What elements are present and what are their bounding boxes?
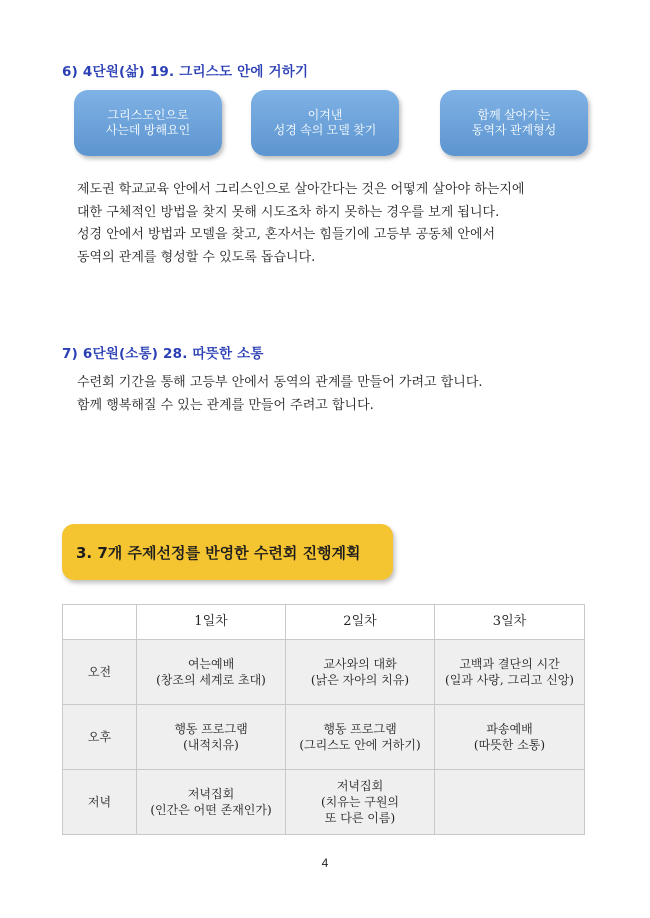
table-cell (286, 705, 435, 770)
paragraph-line: 수련회 기간을 통해 고등부 안에서 동역의 관계를 만들어 가려고 합니다. (77, 375, 483, 390)
cell-line: 교사와의 대화 (323, 657, 397, 671)
table-cell (286, 640, 435, 705)
paragraph-line: 성경 안에서 방법과 모델을 찾고, 혼자서는 힘들기에 고등부 공동체 안에서 (77, 227, 496, 242)
cell-line: 행동 프로그램 (174, 722, 248, 736)
cell-line: (낡은 자아의 치유) (310, 673, 410, 687)
table-cell (137, 640, 286, 705)
table-cell (137, 770, 286, 835)
topic-pill-partnership (440, 90, 588, 156)
header-cell-day2: 2일차 (286, 605, 435, 640)
cell-line: 행동 프로그램 (323, 722, 397, 736)
cell-line: 여는예배 (187, 657, 235, 671)
pill-line: 사는데 방해요인 (105, 123, 191, 137)
pill-line: 그리스도인으로 (107, 108, 189, 122)
header-cell-blank (63, 605, 137, 640)
cell-line: (그리스도 안에 거하기) (299, 738, 421, 752)
cell-line: (내적치유) (183, 738, 239, 752)
cell-line: (창조의 세계로 초대) (156, 673, 266, 687)
table-cell (435, 640, 585, 705)
cell-line: 저녁집회 (187, 787, 235, 801)
row-label-evening: 저녁 (63, 770, 137, 835)
paragraph-line: 제도권 학교교육 안에서 그리스인으로 살아간다는 것은 어떻게 살아야 하는지에 (77, 182, 525, 197)
paragraph-line: 동역의 관계를 형성할 수 있도록 돕습니다. (77, 249, 316, 265)
cell-line: (따뜻한 소통) (473, 738, 546, 752)
section-7-paragraph (77, 372, 483, 417)
pill-line: 동역자 관계형성 (471, 123, 557, 137)
cell-line: 파송예배 (486, 722, 533, 736)
table-cell-empty (435, 770, 585, 835)
section-7-heading: 7) 6단원(소통) 28. 따뜻한 소통 (62, 346, 264, 362)
section-6-heading: 6) 4단원(삶) 19. 그리스도 안에 거하기 (62, 64, 309, 80)
table-row-evening (63, 770, 585, 835)
table-cell (435, 705, 585, 770)
section-3-title: 3. 7개 주제선정를 반영한 수련회 진행계획 (76, 543, 361, 562)
section-3-banner (62, 524, 393, 580)
section-6-paragraph (77, 179, 524, 269)
cell-line: (치유는 구원의 (320, 795, 400, 809)
paragraph-line: 대한 구체적인 방법을 찾지 못해 시도조차 하지 못하는 경우를 보게 됩니다. (77, 204, 500, 220)
pill-line: 함께 살아가는 (477, 108, 551, 122)
topic-pill-obstacles (74, 90, 222, 156)
row-label-afternoon: 오후 (63, 705, 137, 770)
pill-line: 성경 속의 모델 찾기 (273, 123, 377, 137)
header-cell-day1: 1일차 (137, 605, 286, 640)
topic-pill-row (0, 90, 650, 158)
page-number: 4 (321, 856, 329, 870)
cell-line: (일과 사랑, 그리고 신앙) (445, 673, 574, 687)
table-row-morning (63, 640, 585, 705)
paragraph-line: 함께 행복해질 수 있는 관계를 만들어 주려고 합니다. (77, 397, 374, 413)
table-cell (137, 705, 286, 770)
header-cell-day3: 3일차 (435, 605, 585, 640)
schedule-table (62, 604, 585, 835)
cell-line: 또 다른 이름) (324, 811, 396, 825)
cell-line: 저녁집회 (336, 779, 384, 793)
topic-pill-bible-model (251, 90, 399, 156)
cell-line: (인간은 어떤 존재인가) (150, 803, 272, 817)
pill-line: 이겨낸 (307, 108, 343, 122)
table-cell (286, 770, 435, 835)
table-row-afternoon (63, 705, 585, 770)
cell-line: 고백과 결단의 시간 (459, 657, 560, 671)
row-label-morning: 오전 (63, 640, 137, 705)
table-header-row (63, 605, 585, 640)
